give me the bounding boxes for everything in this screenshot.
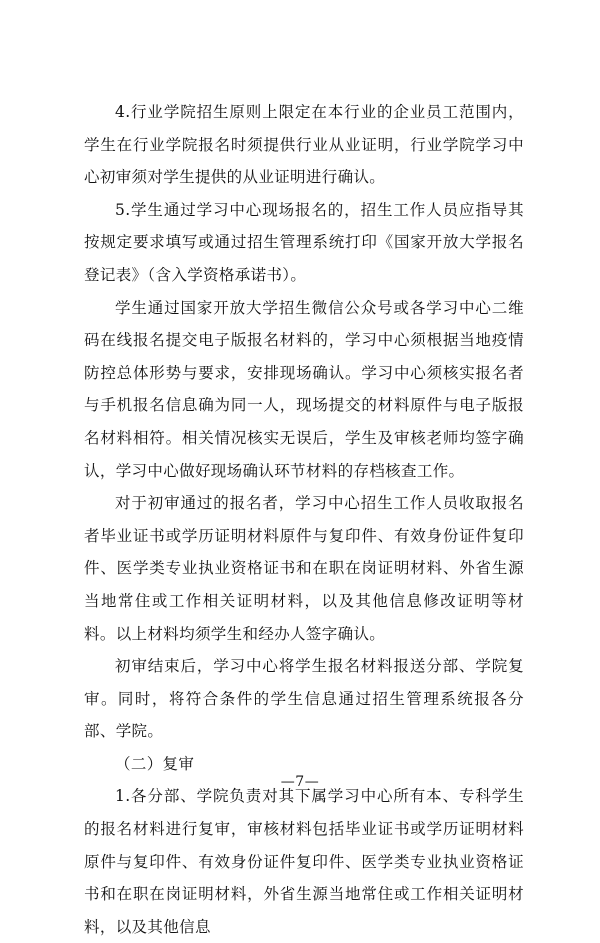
paragraph-industry-college: 4.行业学院招生原则上限定在本行业的企业员工范围内，学生在行业学院报名时须提供行业从业证明，行业学院学习中心初审须对学生提供的从业证明进行确认。: [84, 103, 524, 187]
paragraph-re-review-scope: 1.各分部、学院负责对其下属学习中心所有本、专科学生的报名材料进行复审，审核材料包括毕业证书或学历证明材料原件与复印件、有效身份证件复印件、医学类专业执业资格证书和在职在岗证明材料，外省生源当地常住或工作相关证明材料，以及其他信息: [84, 787, 524, 936]
document-body: [84, 96, 524, 943]
paragraph-initial-review-materials: 对于初审通过的报名者，学习中心招生工作人员收取报名者毕业证书或学历证明材料原件与复印件、有效身份证件复印件、医学类专业执业资格证书和在职在岗证明材料、外省生源当地常住或工作相关证明材料，以及其他信息修改证明等材料。以上材料均须学生和经办人签字确认。: [84, 494, 524, 643]
page-number: —7—: [280, 774, 320, 790]
paragraph-onsite-registration: 5.学生通过学习中心现场报名的，招生工作人员应指导其按规定要求填写或通过招生管理系统打印《国家开放大学报名登记表》（含入学资格承诺书）。: [84, 200, 524, 284]
section-heading-re-review: （二）复审: [115, 754, 195, 773]
paragraph-initial-review-end: 初审结束后，学习中心将学生报名材料报送分部、学院复审。同时，将符合条件的学生信息通过招生管理系统报各分部、学院。: [84, 657, 524, 741]
paragraph-online-registration: 学生通过国家开放大学招生微信公众号或各学习中心二维码在线报名提交电子版报名材料的，学习中心须根据当地疫情防控总体形势与要求，安排现场确认。学习中心须核实报名者与手机报名信息确为同一人，现场提交的材料原件与电子版报名材料相符。相关情况核实无误后，学生及审核老师均签字确认，学习中心做好现场确认环节材料的存档核查工作。: [84, 298, 524, 480]
